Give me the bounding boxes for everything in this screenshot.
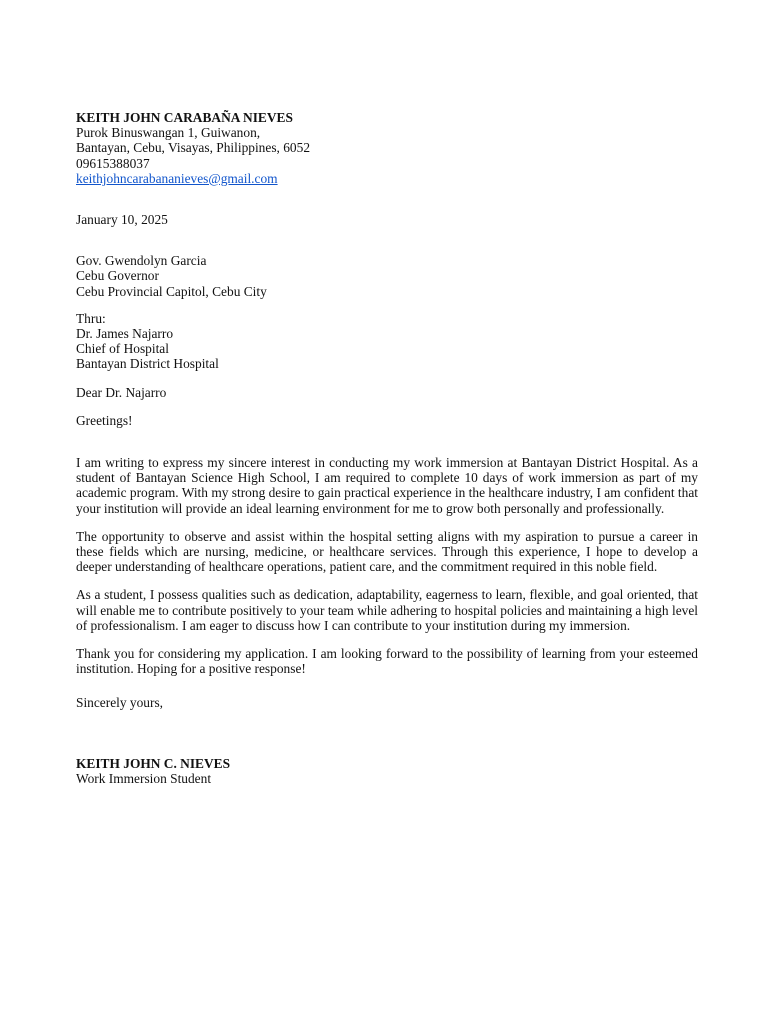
- thru-block: [76, 311, 698, 372]
- sender-phone: 09615388037: [76, 155, 150, 171]
- sender-address-line1: Purok Binuswangan 1, Guiwanon,: [76, 125, 261, 141]
- sender-email-link[interactable]: keithjohncarabananieves@gmail.com: [76, 170, 278, 186]
- body-paragraph-2: The opportunity to observe and assist within the hospital setting aligns with my aspiration to pursue a career in these fields which are nursing, medicine, or healthcare services. Through this experience, I hope to develop a deeper understanding of healthcare operations, patient care, and the commitment required in this noble field.: [76, 528, 698, 575]
- body-paragraph-3: As a student, I possess qualities such as dedication, adaptability, eagerness to learn, flexible, and goal oriented, that will enable me to contribute positively to your team while adhering to hospital policies and maintaining a high level of professionalism. I am eager to discuss how I can contribute to your institution during my immersion.: [76, 587, 698, 633]
- sender-name: KEITH JOHN CARABAÑA NIEVES: [76, 110, 293, 125]
- recipient-name: Gov. Gwendolyn Garcia: [76, 253, 207, 269]
- recipient-block: [76, 253, 698, 299]
- sender-address-line2: Bantayan, Cebu, Visayas, Philippines, 6052: [76, 140, 311, 156]
- thru-office: Bantayan District Hospital: [76, 356, 219, 372]
- letter-body: [76, 455, 698, 676]
- thru-label: Thru:: [76, 310, 106, 326]
- body-paragraph-1: I am writing to express my sincere interest in conducting my work immersion at Bantayan District Hospital. As a student of Bantayan Science High School, I am required to complete 10 days of work immersion as part of my academic program. With my strong desire to gain practical experience in the healthcare industry, I am confident that your institution will provide an ideal learning environment for me to grow both personally and professionally.: [76, 455, 698, 516]
- letter-page: [76, 110, 698, 786]
- recipient-office: Cebu Provincial Capitol, Cebu City: [76, 283, 267, 299]
- sender-block: [76, 110, 698, 186]
- signature-name: KEITH JOHN C. NIEVES: [76, 755, 231, 771]
- signature-block: [76, 756, 698, 786]
- signature-role: Work Immersion Student: [76, 770, 212, 786]
- thru-title: Chief of Hospital: [76, 341, 169, 357]
- thru-name: Dr. James Najarro: [76, 326, 174, 342]
- greeting: Greetings!: [76, 412, 133, 428]
- body-paragraph-4: Thank you for considering my application. I am looking forward to the possibility of learning from your esteemed institution. Hoping for a positive response!: [76, 646, 698, 677]
- recipient-title: Cebu Governor: [76, 268, 159, 284]
- letter-date: January 10, 2025: [76, 212, 168, 228]
- salutation: Dear Dr. Najarro: [76, 384, 167, 400]
- closing: Sincerely yours,: [76, 695, 164, 711]
